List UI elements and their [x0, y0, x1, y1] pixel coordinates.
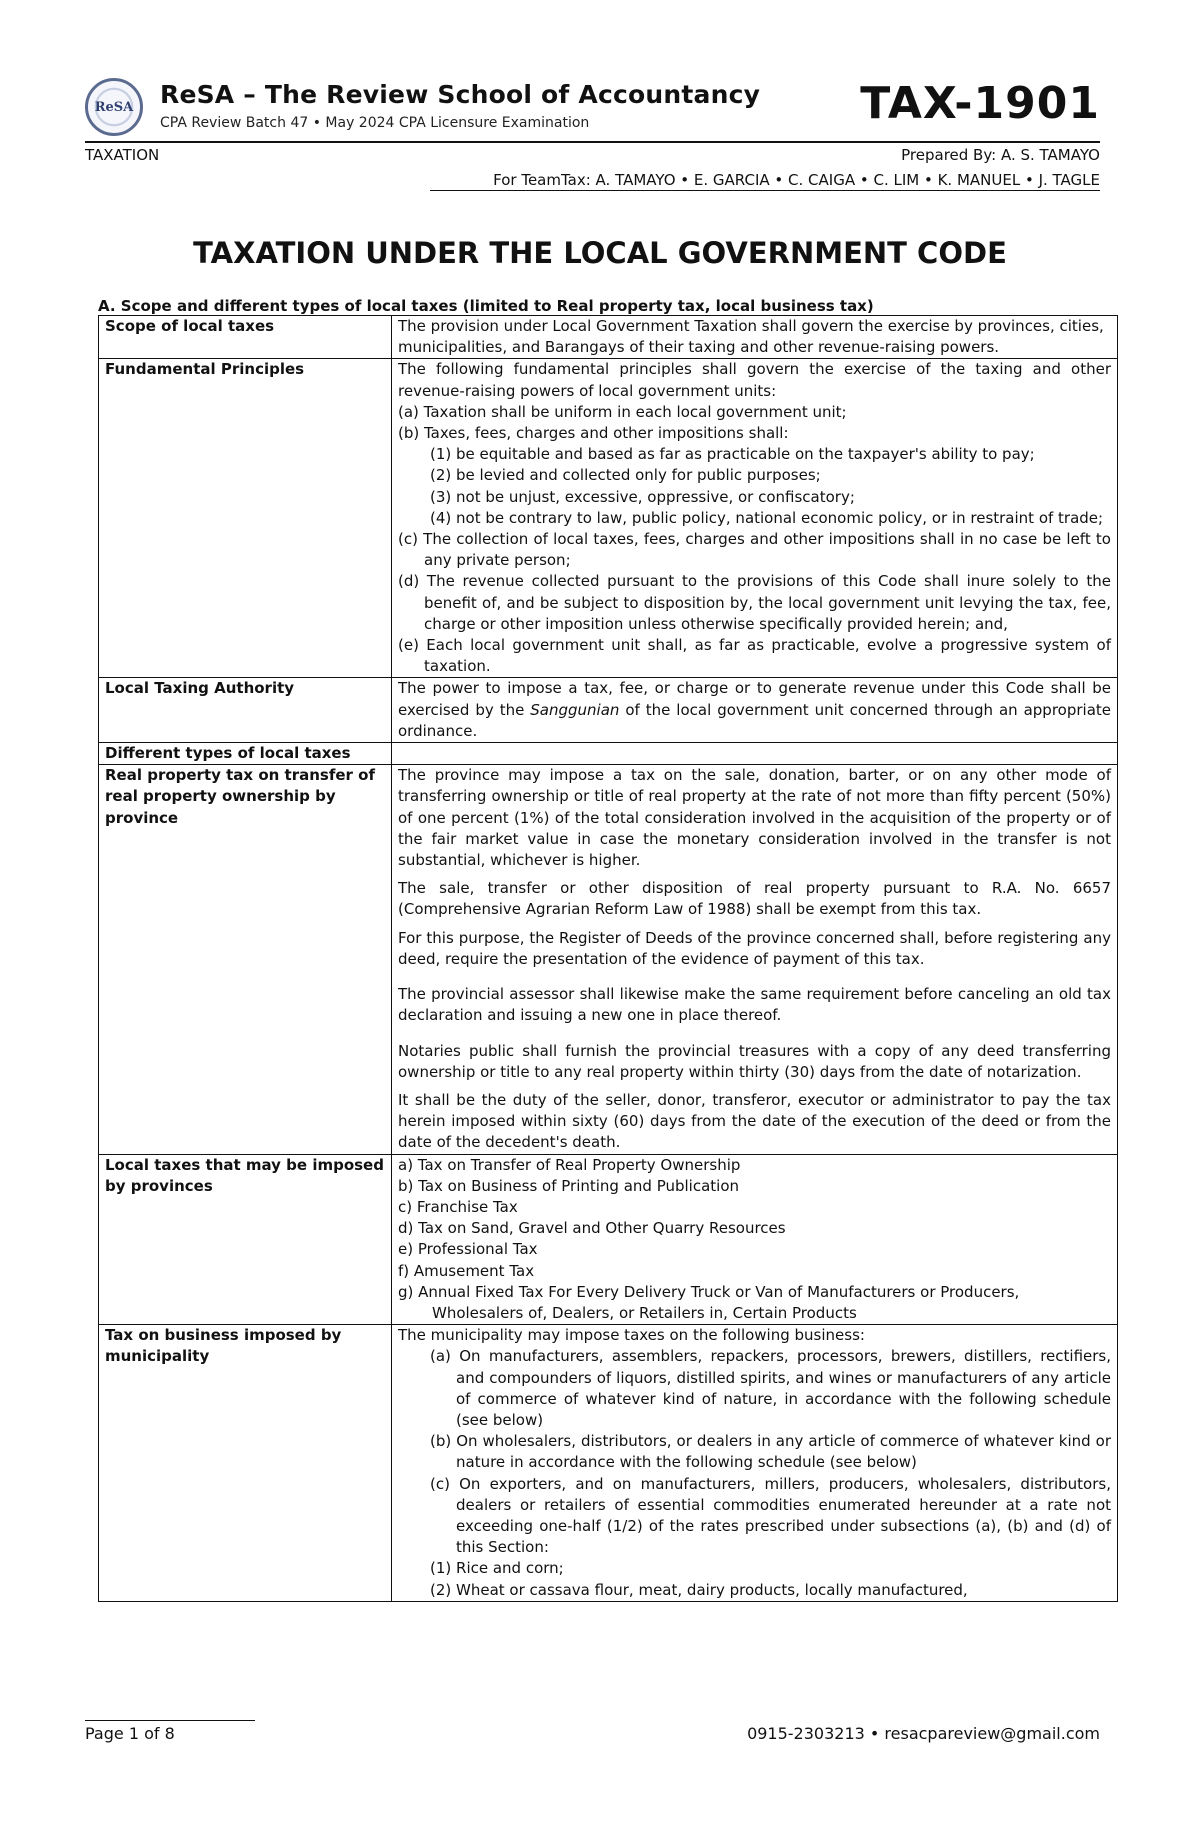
authority-text-part: of the local government unit concerned through an appropriate ordinance. — [398, 700, 1111, 740]
prepared-by: Prepared By: A. S. TAMAYO — [901, 146, 1100, 164]
row-content — [392, 743, 1118, 765]
principles-intro: The following fundamental principles shall govern the exercise of the taxing and other revenue-raising powers of local government units: — [398, 360, 1111, 400]
principle-b3: (3) not be unjust, excessive, oppressive, or confiscatory; — [430, 487, 855, 506]
list-item: d) Tax on Sand, Gravel and Other Quarry Resources — [398, 1219, 786, 1238]
footer-divider — [85, 1720, 255, 1721]
header-divider — [85, 141, 1100, 143]
principle-e: (e) Each local government unit shall, as far as practicable, evolve a progressive system of taxation. — [398, 636, 1111, 676]
transfer-p3: For this purpose, the Register of Deeds of the province concerned shall, before registering any deed, require the presentation of the evidence of payment of this tax. — [398, 928, 1111, 968]
table-row — [99, 1325, 1118, 1602]
row-label: Fundamental Principles — [99, 359, 392, 678]
municipality-c1: (1) Rice and corn; — [430, 1559, 564, 1578]
row-content — [392, 316, 1118, 359]
row-content — [392, 1325, 1118, 1602]
sanggunian-term: Sanggunian — [530, 700, 620, 719]
principle-b4: (4) not be contrary to law, public policy, national economic policy, or in restraint of trade; — [430, 508, 1104, 527]
principle-a: (a) Taxation shall be uniform in each local government unit; — [398, 402, 847, 421]
local-taxes-table — [98, 315, 1118, 1602]
row-label: Real property tax on transfer of real property ownership by province — [99, 765, 392, 1154]
transfer-p2: The sale, transfer or other disposition of real property pursuant to R.A. No. 6657 (Comprehensive Agrarian Reform Law of 1988) shall be exempt from this tax. — [398, 879, 1111, 919]
row-label: Local Taxing Authority — [99, 678, 392, 743]
row-content — [392, 359, 1118, 678]
principle-b1: (1) be equitable and based as far as practicable on the taxpayer's ability to pay; — [430, 445, 1035, 464]
principle-b2: (2) be levied and collected only for public purposes; — [430, 466, 821, 485]
row-label: Different types of local taxes — [99, 743, 392, 765]
municipality-b: (b) On wholesalers, distributors, or dealers in any article of commerce of whatever kind or nature in accordance with the following schedule (see below) — [430, 1432, 1111, 1472]
subject-label: TAXATION — [85, 146, 160, 164]
row-label: Local taxes that may be imposed by provinces — [99, 1154, 392, 1325]
section-heading: A. Scope and different types of local taxes (limited to Real property tax, local business tax) — [98, 297, 874, 315]
list-item: g) Annual Fixed Tax For Every Delivery Truck or Van of Manufacturers or Producers, Wholesalers of, Dealers, or Retailers in, Certain Products — [398, 1282, 1020, 1322]
municipality-a: (a) On manufacturers, assemblers, repackers, processors, brewers, distillers, rectifiers, and compounders of liquors, distilled spirits, and wines or manufacturers of any article of commerce of whatever kind of nature, in accordance with the following schedule (see below) — [430, 1347, 1111, 1429]
municipality-c: (c) On exporters, and on manufacturers, millers, producers, wholesalers, distributors, dealers or retailers of essential commodities enumerated hereunder at a rate not exceeding one-half (1/2) of the rates prescribed under subsections (a), (b) and (d) of this Section: — [430, 1474, 1111, 1557]
row-label: Scope of local taxes — [99, 316, 392, 359]
row-label: Tax on business imposed by municipality — [99, 1325, 392, 1602]
list-item: b) Tax on Business of Printing and Publication — [398, 1176, 740, 1195]
table-row — [99, 316, 1118, 359]
table-row — [99, 743, 1118, 765]
contact-info: 0915-2303213 • resacpareview@gmail.com — [747, 1724, 1100, 1743]
municipality-c2: (2) Wheat or cassava flour, meat, dairy products, locally manufactured, — [430, 1580, 968, 1599]
transfer-p1: The province may impose a tax on the sale, donation, barter, or on any other mode of transferring ownership or title of real property at the rate of not more than fifty percent (50%) of one percent (1%) of the total consideration involved in the acquisition of the property or of the fair market value in case the monetary consideration involved in the transfer is not substantial, whichever is higher. — [398, 766, 1111, 870]
page-number: Page 1 of 8 — [85, 1724, 175, 1743]
row-content — [392, 1154, 1118, 1325]
scope-text: The provision under Local Government Taxation shall govern the exercise by provinces, cities, municipalities, and Barangays of their taxing and other revenue-raising powers. — [398, 317, 1104, 357]
principle-b: (b) Taxes, fees, charges and other impositions shall: — [398, 424, 789, 443]
authority-text-part: The power to impose a tax, fee, or charge or to generate revenue under this Code shall be exercised by the — [398, 679, 1111, 719]
team-divider — [430, 190, 1100, 191]
handout-code: TAX-1901 — [860, 78, 1100, 129]
table-row — [99, 359, 1118, 678]
list-item: f) Amusement Tax — [398, 1261, 535, 1280]
list-item: a) Tax on Transfer of Real Property Ownership — [398, 1155, 741, 1174]
principle-d: (d) The revenue collected pursuant to the provisions of this Code shall inure solely to the benefit of, and be subject to disposition by, the local government unit levying the tax, fee, charge or other imposition unless otherwise specifically provided herein; and, — [398, 572, 1111, 633]
resa-logo-icon — [85, 78, 143, 136]
municipality-intro: The municipality may impose taxes on the following business: — [398, 1326, 865, 1345]
logo-text: ReSA — [94, 99, 134, 115]
authority-text — [398, 678, 1111, 742]
table-row — [99, 1154, 1118, 1325]
list-item: c) Franchise Tax — [398, 1197, 518, 1216]
row-content — [392, 765, 1118, 1154]
team-credits: For TeamTax: A. TAMAYO • E. GARCIA • C. CAIGA • C. LIM • K. MANUEL • J. TAGLE — [493, 171, 1100, 189]
transfer-p4: The provincial assessor shall likewise make the same requirement before canceling an old tax declaration and issuing a new one in place thereof. — [398, 985, 1111, 1025]
page-title: TAXATION UNDER THE LOCAL GOVERNMENT CODE — [193, 236, 1007, 270]
table-row — [99, 765, 1118, 1154]
table-row — [99, 678, 1118, 743]
row-content — [392, 678, 1118, 743]
transfer-p6: It shall be the duty of the seller, donor, transferor, executor or administrator to pay the tax herein imposed within sixty (60) days from the date of the execution of the deed or from the date of the decedent's death. — [398, 1090, 1111, 1152]
list-item: e) Professional Tax — [398, 1240, 538, 1259]
school-name: ReSA – The Review School of Accountancy — [160, 80, 761, 109]
principle-c: (c) The collection of local taxes, fees, charges and other impositions shall in no case be left to any private person; — [398, 530, 1111, 570]
transfer-p5: Notaries public shall furnish the provincial treasures with a copy of any deed transferring ownership or title to any real property within thirty (30) days from the date of notarization. — [398, 1041, 1111, 1081]
batch-info: CPA Review Batch 47 • May 2024 CPA Licensure Examination — [160, 115, 590, 131]
